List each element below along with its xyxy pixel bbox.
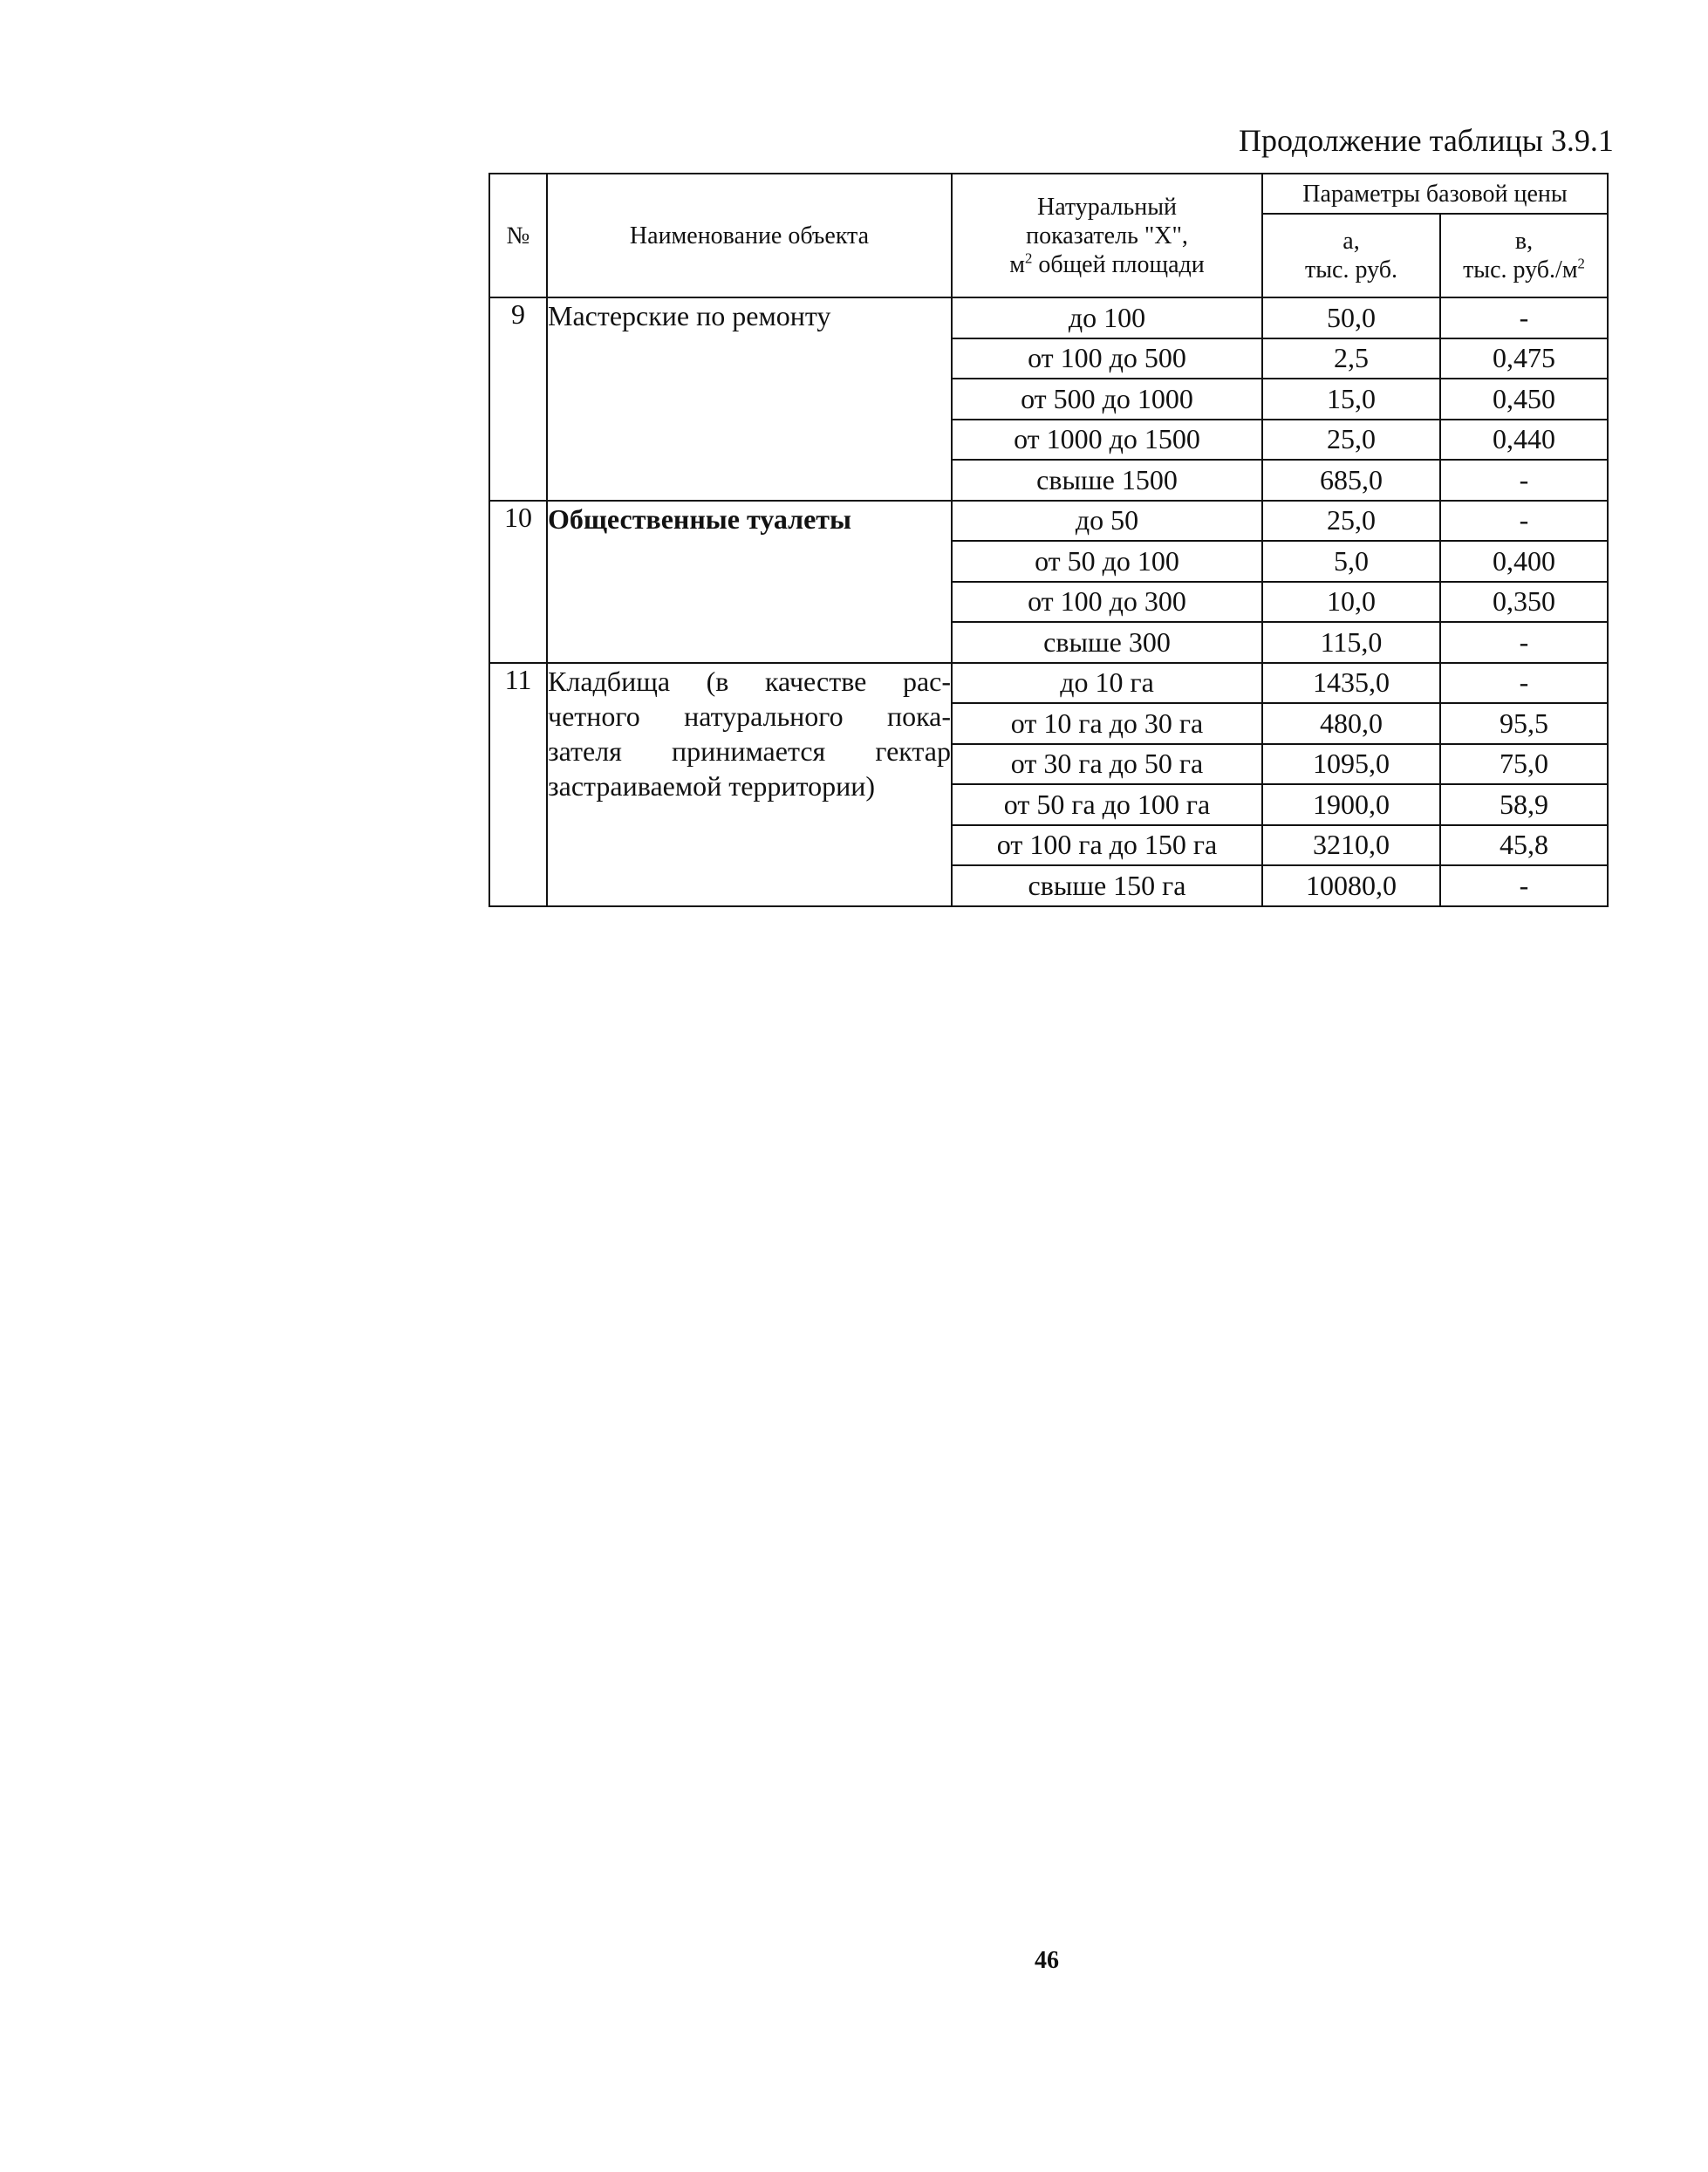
column-a-unit: тыс. руб. <box>1305 256 1397 283</box>
value-a-cell: 1095,0 <box>1262 744 1440 785</box>
range-cell: от 10 га до 30 га <box>952 703 1262 744</box>
column-header-b <box>1440 214 1608 297</box>
value-a-cell: 10080,0 <box>1262 865 1440 906</box>
table-continuation-caption: Продолжение таблицы 3.9.1 <box>1239 123 1614 158</box>
value-a-cell: 15,0 <box>1262 379 1440 420</box>
column-b-symbol: в, <box>1514 228 1534 255</box>
table-row <box>489 501 1608 542</box>
object-name: Мастерские по ремонту <box>547 297 952 501</box>
range-cell: от 100 га до 150 га <box>952 825 1262 866</box>
indicator-line-1: Натуральный <box>1037 193 1177 221</box>
value-b-cell: 75,0 <box>1440 744 1608 785</box>
column-header-number: № <box>489 174 547 297</box>
object-name: Общественные туалеты <box>547 501 952 663</box>
range-cell: до 50 <box>952 501 1262 542</box>
table-row <box>489 663 1608 704</box>
object-name: Кладбища (в качестве рас-четного натурального пока-зателя принимается гектар застраиваемой территории) <box>547 663 952 906</box>
value-b-cell: 58,9 <box>1440 784 1608 825</box>
value-b-cell: - <box>1440 501 1608 542</box>
value-a-cell: 480,0 <box>1262 703 1440 744</box>
value-b-cell: - <box>1440 663 1608 704</box>
value-a-cell: 25,0 <box>1262 501 1440 542</box>
column-header-object-name: Наименование объекта <box>547 174 952 297</box>
column-header-base-price-params: Параметры базовой цены <box>1262 174 1608 214</box>
column-header-a <box>1262 214 1440 297</box>
value-b-cell: - <box>1440 460 1608 501</box>
range-cell: от 50 до 100 <box>952 541 1262 582</box>
table-row <box>489 297 1608 338</box>
column-b-unit: тыс. руб./м <box>1463 256 1578 283</box>
value-b-cell: 45,8 <box>1440 825 1608 866</box>
value-b-cell: 0,350 <box>1440 582 1608 623</box>
range-cell: до 100 <box>952 297 1262 338</box>
object-number: 11 <box>489 663 547 906</box>
value-a-cell: 1435,0 <box>1262 663 1440 704</box>
value-a-cell: 2,5 <box>1262 338 1440 379</box>
range-cell: свыше 300 <box>952 622 1262 663</box>
value-b-cell: - <box>1440 622 1608 663</box>
range-cell: от 100 до 300 <box>952 582 1262 623</box>
value-a-cell: 115,0 <box>1262 622 1440 663</box>
value-a-cell: 10,0 <box>1262 582 1440 623</box>
value-b-cell: 95,5 <box>1440 703 1608 744</box>
value-a-cell: 3210,0 <box>1262 825 1440 866</box>
range-cell: от 50 га до 100 га <box>952 784 1262 825</box>
value-b-cell: - <box>1440 297 1608 338</box>
column-header-natural-indicator <box>952 174 1262 297</box>
value-a-cell: 685,0 <box>1262 460 1440 501</box>
value-b-cell: 0,475 <box>1440 338 1608 379</box>
range-cell: свыше 150 га <box>952 865 1262 906</box>
value-b-cell: 0,440 <box>1440 420 1608 461</box>
indicator-unit: м <box>1009 250 1025 278</box>
value-b-cell: 0,400 <box>1440 541 1608 582</box>
value-b-cell: - <box>1440 865 1608 906</box>
value-a-cell: 25,0 <box>1262 420 1440 461</box>
range-cell: от 100 до 500 <box>952 338 1262 379</box>
range-cell: свыше 1500 <box>952 460 1262 501</box>
range-cell: до 10 га <box>952 663 1262 704</box>
value-a-cell: 50,0 <box>1262 297 1440 338</box>
range-cell: от 30 га до 50 га <box>952 744 1262 785</box>
value-a-cell: 5,0 <box>1262 541 1440 582</box>
value-b-cell: 0,450 <box>1440 379 1608 420</box>
price-parameters-table <box>488 173 1609 907</box>
range-cell: от 500 до 1000 <box>952 379 1262 420</box>
object-number: 9 <box>489 297 547 501</box>
column-a-symbol: а, <box>1342 228 1360 255</box>
object-number: 10 <box>489 501 547 663</box>
value-a-cell: 1900,0 <box>1262 784 1440 825</box>
indicator-line-2: показатель "X", <box>1026 222 1188 249</box>
indicator-line-3: общей площади <box>1038 250 1205 278</box>
page-number: 46 <box>1035 1947 1059 1974</box>
column-b-unit-exponent: 2 <box>1577 255 1585 272</box>
range-cell: от 1000 до 1500 <box>952 420 1262 461</box>
indicator-unit-exponent: 2 <box>1024 249 1033 267</box>
